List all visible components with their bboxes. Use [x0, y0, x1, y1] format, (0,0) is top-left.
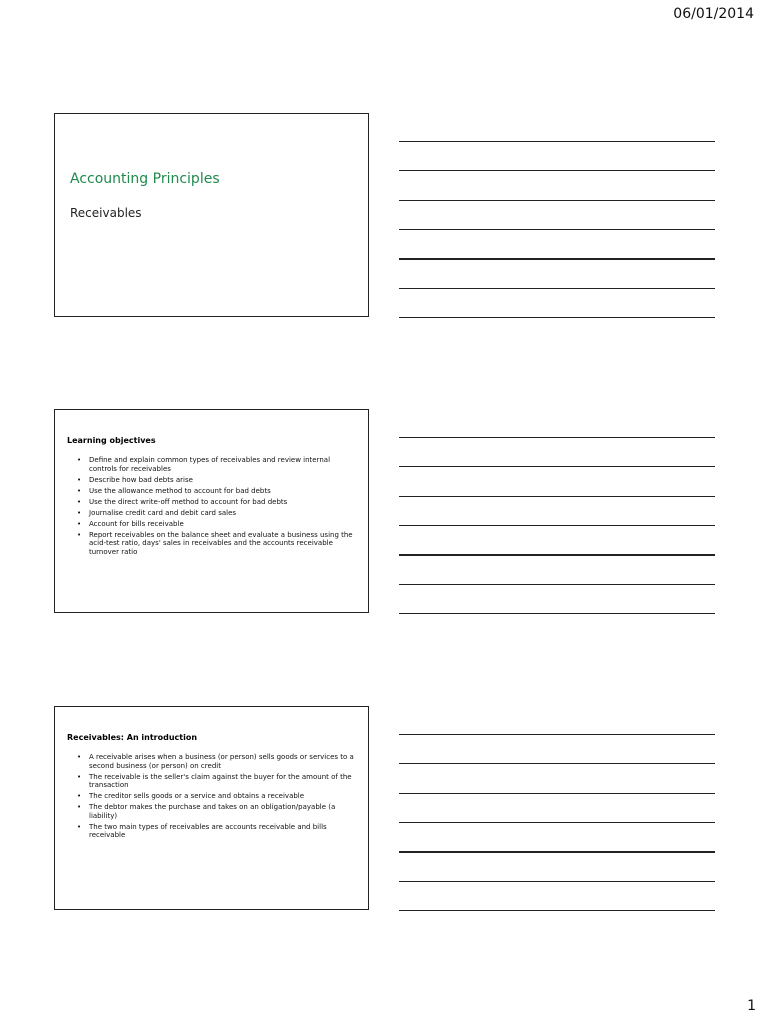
- slide-subtitle: Receivables: [70, 206, 142, 220]
- note-line: [399, 822, 715, 823]
- note-line: [399, 258, 715, 260]
- bullet-item: • Use the allowance method to account for bad debts: [77, 487, 357, 496]
- bullet-item: • Define and explain common types of receivables and review internal controls for receivables: [77, 456, 357, 473]
- note-line: [399, 317, 715, 318]
- bullet-item: • A receivable arises when a business (or person) sells goods or services to a second business (or person) on credit: [77, 753, 357, 770]
- bullet-item: • Use the direct write-off method to account for bad debts: [77, 498, 357, 507]
- bullet-item: • The debtor makes the purchase and takes on an obligation/payable (a liability): [77, 803, 357, 820]
- notes-area-3: [399, 706, 715, 911]
- note-line: [399, 793, 715, 794]
- note-line: [399, 288, 715, 289]
- slide-thumbnail-1: [54, 113, 369, 317]
- note-line: [399, 466, 715, 467]
- note-line: [399, 437, 715, 438]
- slide-thumbnail-3: [54, 706, 369, 910]
- bullet-item: • The creditor sells goods or a service and obtains a receivable: [77, 792, 357, 801]
- note-line: [399, 851, 715, 853]
- note-line: [399, 170, 715, 171]
- bullet-item: • The two main types of receivables are accounts receivable and bills receivable: [77, 823, 357, 840]
- note-line: [399, 496, 715, 497]
- bullet-item: • The receivable is the seller's claim against the buyer for the amount of the transaction: [77, 773, 357, 790]
- notes-area-1: [399, 113, 715, 318]
- slide-heading: Receivables: An introduction: [67, 733, 198, 742]
- page-number: 1: [747, 998, 756, 1014]
- slide-thumbnail-2: [54, 409, 369, 613]
- print-date: 06/01/2014: [673, 6, 754, 22]
- note-line: [399, 881, 715, 882]
- note-line: [399, 554, 715, 556]
- note-line: [399, 525, 715, 526]
- bullet-list: [77, 456, 357, 559]
- note-line: [399, 734, 715, 735]
- note-line: [399, 613, 715, 614]
- note-line: [399, 141, 715, 142]
- note-line: [399, 200, 715, 201]
- slide-heading: Learning objectives: [67, 436, 156, 445]
- note-line: [399, 763, 715, 764]
- bullet-item: • Journalise credit card and debit card sales: [77, 509, 357, 518]
- bullet-item: • Describe how bad debts arise: [77, 476, 357, 485]
- note-line: [399, 229, 715, 230]
- bullet-list: [77, 753, 357, 842]
- slide-title: Accounting Principles: [70, 171, 220, 187]
- notes-area-2: [399, 409, 715, 614]
- bullet-item: • Report receivables on the balance sheet and evaluate a business using the acid-test ratio, days' sales in receivables and the accounts receivable turnover ratio: [77, 531, 357, 557]
- note-line: [399, 584, 715, 585]
- note-line: [399, 910, 715, 911]
- bullet-item: • Account for bills receivable: [77, 520, 357, 529]
